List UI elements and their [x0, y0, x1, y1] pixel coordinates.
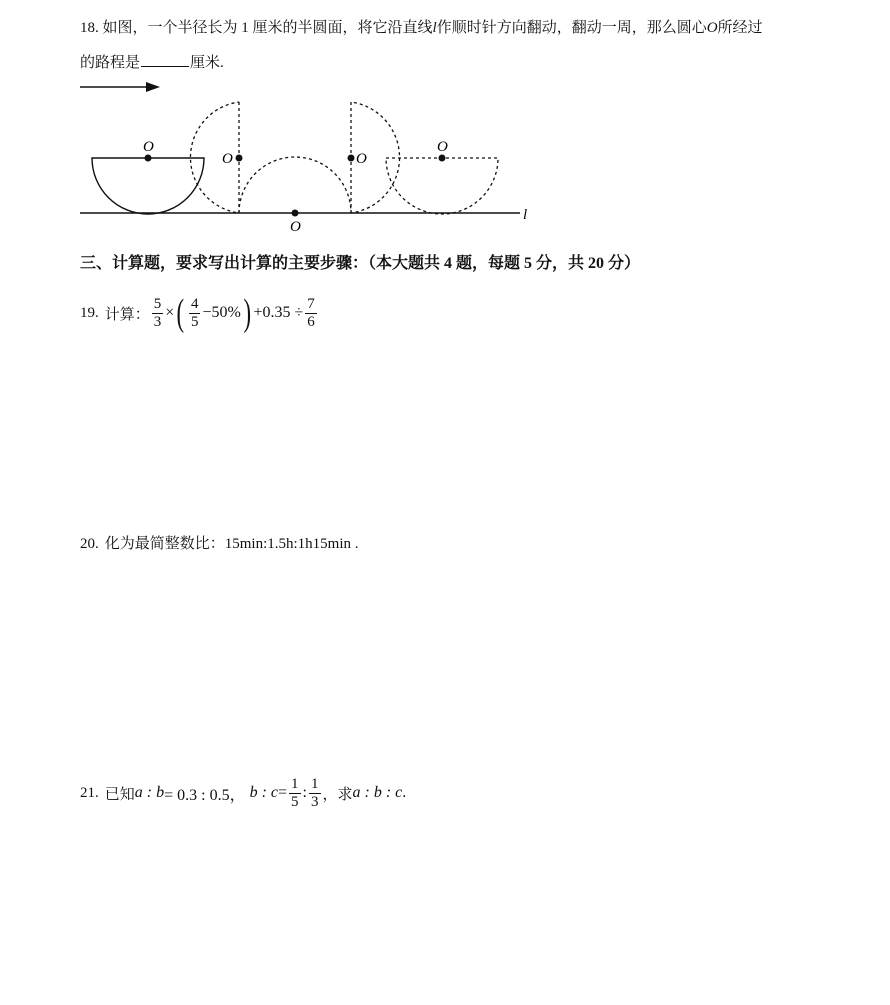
period: . [402, 784, 407, 801]
question-19 [80, 290, 319, 336]
fraction-1-3: $\frac{1}{3}$ [311, 775, 319, 810]
center-label: O [290, 219, 301, 235]
ratio-bc: b : c [249, 784, 279, 801]
question-text: 所经过 [717, 20, 763, 36]
colon: : [302, 784, 307, 801]
fraction-5-3: $\frac{5}{3}$ [153, 295, 162, 330]
center-path-arc [239, 157, 351, 213]
question-text: 的路程是 [80, 55, 141, 71]
variable-l: l [432, 20, 437, 36]
fraction-1-5: $\frac{1}{5}$ [291, 775, 299, 810]
ratio-abc: a : b : c [352, 784, 403, 801]
question-text: 厘米. [190, 55, 224, 71]
svg-text:O: O [143, 139, 154, 155]
question-text: 已知 [104, 786, 135, 803]
ratio-ab: a : b [134, 784, 165, 801]
plus-division: +0.35 ÷ [253, 304, 304, 321]
svg-text:O: O [437, 139, 448, 155]
center-label: O [356, 151, 367, 167]
semicircle-position-1 [92, 139, 204, 214]
question-text: 如图，一个半径长为 1 厘米的半圆面，将它沿直线 [102, 20, 433, 36]
variable-O: O [706, 20, 718, 36]
center-point [236, 155, 243, 162]
question-prompt: 计算： [104, 306, 150, 323]
center-point [292, 210, 299, 217]
question-number: 21. [80, 784, 99, 801]
right-arrow-icon [80, 82, 160, 92]
center-point [348, 155, 355, 162]
right-paren: ) [243, 292, 251, 334]
center-label: O [222, 151, 233, 167]
fraction-7-6: $\frac{7}{6}$ [307, 295, 315, 330]
question-number: 20. [80, 536, 99, 552]
question-21 [80, 770, 406, 816]
semicircle-rolling-figure [0, 0, 890, 260]
section-3-title: 三、计算题，要求写出计算的主要步骤：（本大题共 4 题，每题 5 分，共 20 分） [80, 255, 641, 272]
minus-percent: −50% [202, 304, 241, 321]
question-number: 19. [80, 304, 99, 321]
times-sign: × [165, 304, 175, 321]
question-text: 作顺时针方向翻动，翻动一周，那么圆心 [436, 20, 707, 36]
question-20 [80, 532, 359, 553]
question-text: ，求 [322, 786, 353, 803]
ratio-ab-value: = 0.3 : 0.5， [164, 786, 246, 804]
left-paren: ( [176, 292, 185, 334]
question-text: 化为最简整数比：15min:1.5h:1h15min . [104, 536, 359, 552]
semicircle-position-5 [386, 139, 498, 214]
question-number: 18. [80, 20, 99, 36]
fraction-4-5: $\frac{4}{5}$ [190, 295, 199, 330]
equals-sign: = [278, 784, 288, 801]
line-label: l [523, 207, 528, 223]
